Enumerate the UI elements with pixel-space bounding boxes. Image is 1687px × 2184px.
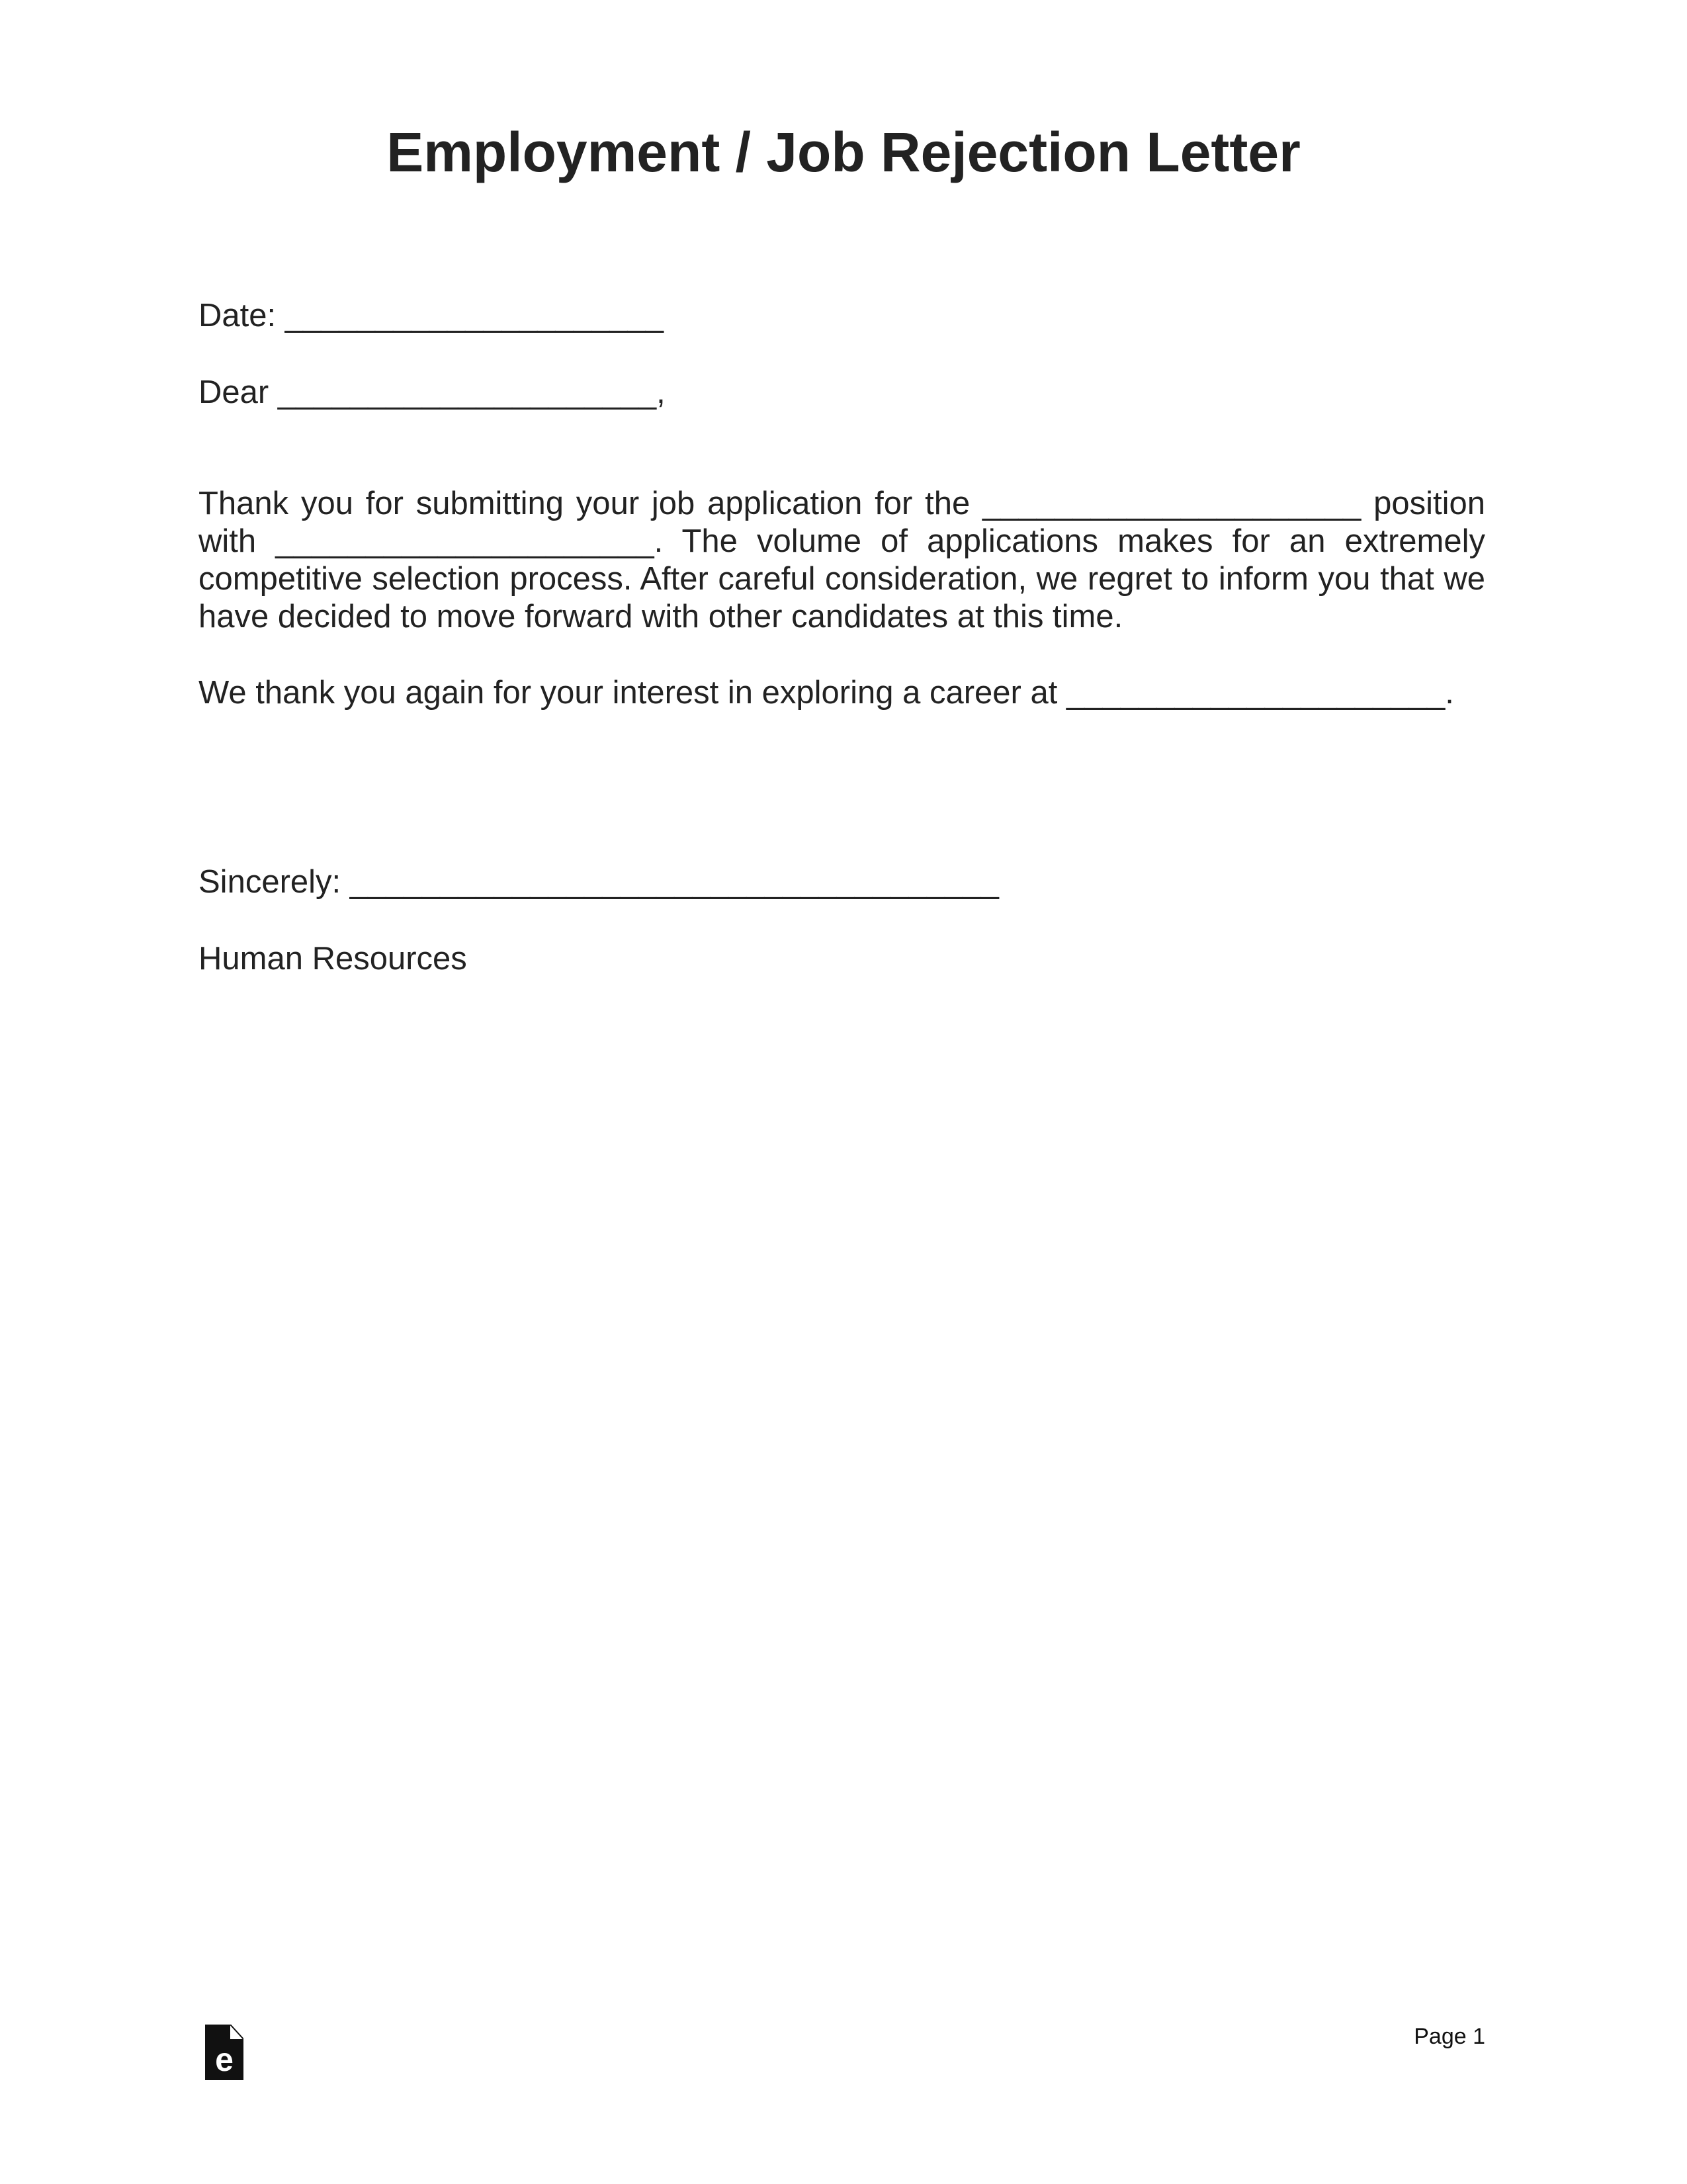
esign-logo-icon (205, 2025, 243, 2080)
date-line (198, 296, 664, 335)
paragraph-1-part-3: . The volume of applications makes for an extremely competitive selection process. After careful consideration, we regret to inform you that we have decided to move forward with other candidates at this time. (198, 523, 1485, 634)
salutation-prefix: Dear (198, 374, 269, 410)
date-blank-field[interactable]: _____________________ (284, 298, 664, 333)
closing-label: Sincerely: (198, 864, 341, 900)
recipient-name-blank-field[interactable]: _____________________ (277, 374, 657, 410)
svg-text:e: e (215, 2041, 234, 2078)
body-paragraph-2 (198, 674, 1454, 712)
position-blank-field[interactable]: _____________________ (982, 486, 1362, 521)
paragraph-1-part-1: Thank you for submitting your job application for the (198, 486, 971, 521)
company-blank-field[interactable]: _____________________ (275, 523, 654, 559)
body-paragraph-1 (198, 485, 1485, 636)
signature-title: Human Resources (198, 941, 467, 977)
paragraph-1-part-2: position with (198, 486, 1485, 559)
closing-line (198, 863, 999, 901)
career-company-blank-field[interactable]: _____________________ (1066, 675, 1446, 711)
document-title: Employment / Job Rejection Letter (386, 121, 1301, 183)
paragraph-2-part-1: We thank you again for your interest in exploring a career at (198, 675, 1058, 711)
salutation-line (198, 373, 666, 412)
page-number: Page 1 (1414, 2024, 1485, 2049)
paragraph-2-part-2: . (1445, 675, 1454, 711)
signature-blank-field[interactable]: ____________________________________ (349, 864, 999, 900)
date-label: Date: (198, 298, 277, 333)
salutation-suffix: , (656, 374, 666, 410)
